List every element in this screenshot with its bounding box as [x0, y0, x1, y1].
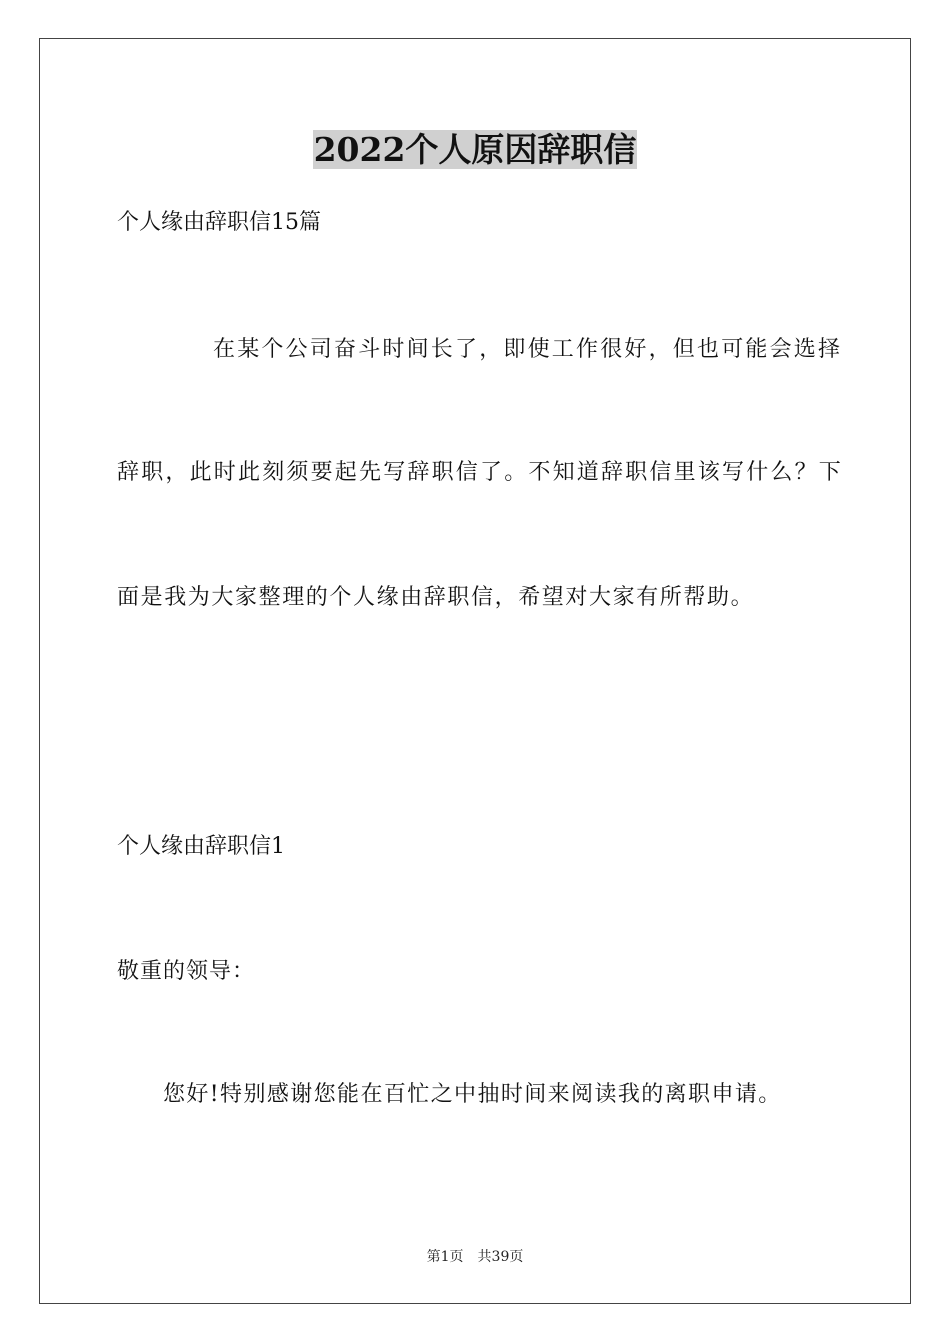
page-footer [0, 1247, 950, 1267]
page-number: 第1页 [426, 1249, 464, 1265]
intro-paragraph-line-1: 在某个公司奋斗时间长了，即使工作很好，但也可能会选择 [213, 337, 843, 362]
section-heading: 个人缘由辞职信1 [117, 834, 285, 859]
document-title-text: 2022个人原因辞职信 [313, 130, 637, 169]
letter-greeting: 您好!特别感谢您能在百忙之中抽时间来阅读我的离职申请。 [163, 1082, 782, 1107]
intro-paragraph-line-2: 辞职，此时此刻须要起先写辞职信了。不知道辞职信里该写什么？下 [117, 460, 844, 485]
document-title [0, 128, 950, 172]
page-total: 共39页 [477, 1249, 524, 1265]
letter-salutation: 敬重的领导： [117, 959, 256, 984]
document-subtitle: 个人缘由辞职信15篇 [117, 210, 321, 235]
intro-paragraph-line-3: 面是我为大家整理的个人缘由辞职信，希望对大家有所帮助。 [117, 585, 755, 610]
